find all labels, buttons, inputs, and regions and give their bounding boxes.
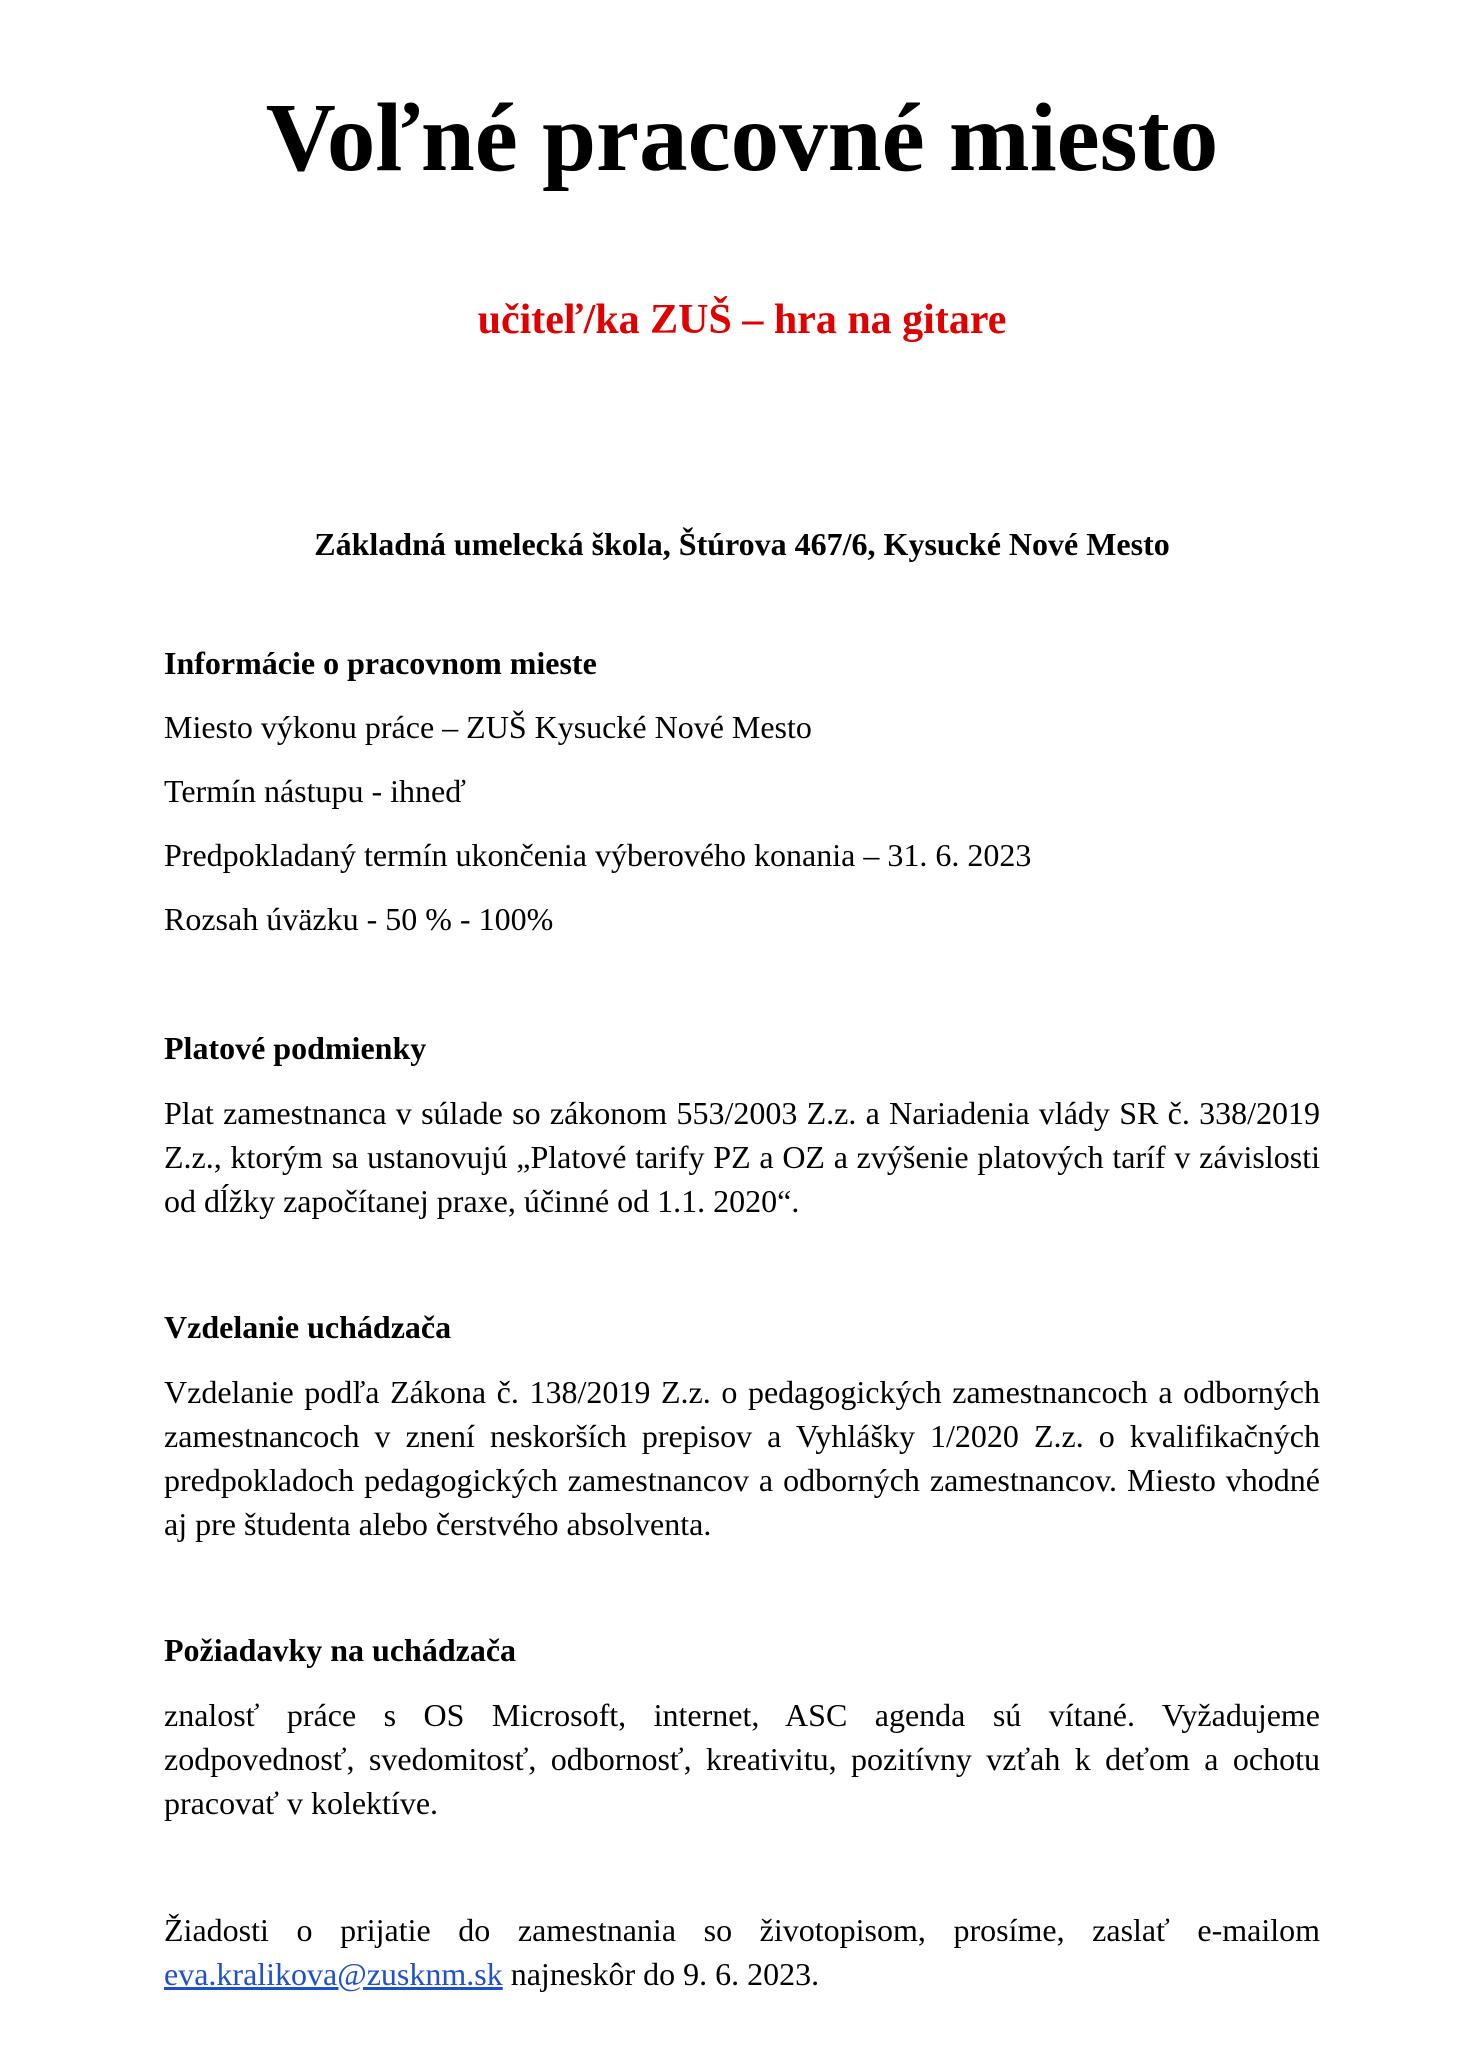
school-address: Základná umelecká škola, Štúrova 467/6, Kysucké Nové Mesto: [314, 526, 1170, 562]
section-requirements: [164, 1629, 1320, 1825]
application-deadline-text: najneskôr do 9. 6. 2023.: [502, 1956, 820, 1992]
section-salary: [164, 1027, 1320, 1223]
section-heading-education: Vzdelanie uchádzača: [164, 1309, 452, 1345]
section-application: [164, 1908, 1320, 1996]
section-job-info: [164, 642, 1320, 940]
contact-email-link[interactable]: eva.kralikova@zusknm.sk: [164, 1956, 503, 1992]
section-heading-requirements: Požiadavky na uchádzača: [164, 1632, 517, 1668]
job-position-subtitle: učiteľ/ka ZUŠ – hra na gitare: [477, 297, 1007, 343]
info-line-workload: Rozsah úväzku - 50 % - 100%: [164, 901, 554, 937]
info-line-start-date: Termín nástupu - ihneď: [164, 773, 466, 809]
info-line-selection-end: Predpokladaný termín ukončenia výberového konania – 31. 6. 2023: [164, 837, 1032, 873]
info-line-workplace: Miesto výkonu práce – ZUŠ Kysucké Nové Mesto: [164, 709, 812, 745]
section-heading-info: Informácie o pracovnom mieste: [164, 645, 597, 681]
requirements-paragraph: znalosť práce s OS Microsoft, internet, ASC agenda sú vítané. Vyžadujeme zodpovednosť, svedomitosť, odbornosť, kreativitu, pozitívny vzťah k deťom a ochotu pracovať v kolektíve.: [164, 1697, 1320, 1821]
section-education: [164, 1306, 1320, 1546]
education-paragraph: Vzdelanie podľa Zákona č. 138/2019 Z.z. o pedagogických zamestnancoch a odborných zamestnancoch v znení neskorších prepisov a Vyhlášky 1/2020 Z.z. o kvalifikačných predpokladoch pedagogických zamestnancov a odborných zamestnancov. Miesto vhodné aj pre študenta alebo čerstvého absolventa.: [164, 1374, 1320, 1542]
page-title: Voľné pracovné miesto: [265, 84, 1219, 191]
application-paragraph: [164, 1908, 1320, 1996]
application-text: Žiadosti o prijatie do zamestnania so životopisom, prosíme, zaslať e-mailom: [164, 1912, 1320, 1948]
section-heading-salary: Platové podmienky: [164, 1030, 427, 1066]
salary-paragraph: Plat zamestnanca v súlade so zákonom 553/2003 Z.z. a Nariadenia vlády SR č. 338/2019 Z.z., ktorým sa ustanovujú „Platové tarify PZ a OZ a zvýšenie platových taríf v závislosti od dĺžky započítanej praxe, účinné od 1.1. 2020“.: [164, 1095, 1320, 1219]
